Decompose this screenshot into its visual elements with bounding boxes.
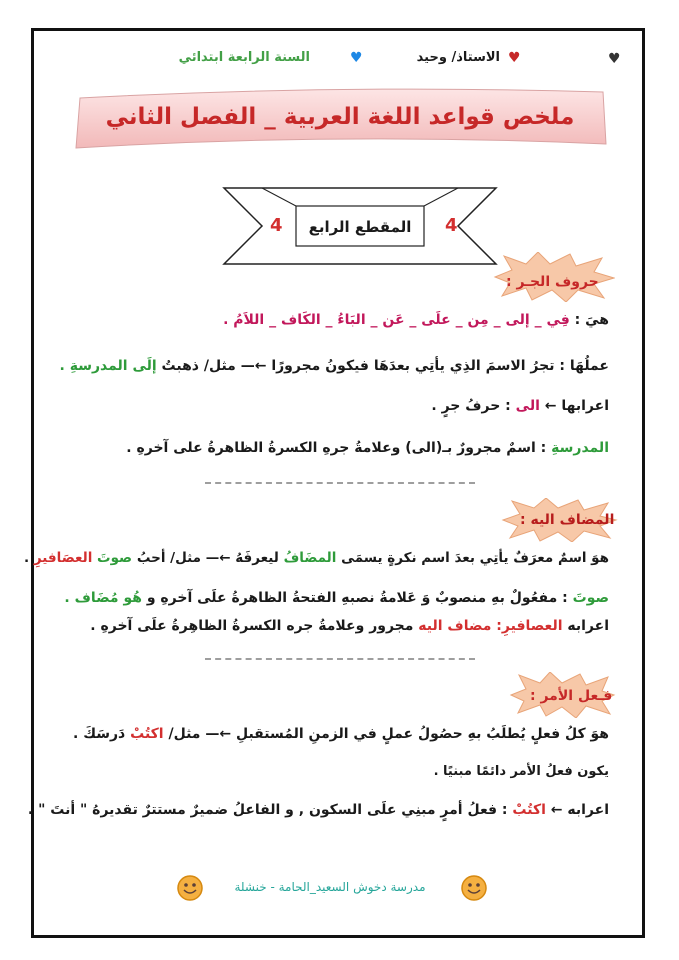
text: : حرفُ جرٍ . <box>431 398 511 414</box>
text: اعرابه ← <box>550 802 609 818</box>
example: صوتَ <box>97 550 133 566</box>
heart-icon: ♥ <box>508 50 521 66</box>
school-name: مدرسة دخوش السعيد_الحامة - خنشلة <box>234 880 426 894</box>
parsing-line <box>90 618 609 634</box>
unit-number: 4 <box>445 215 458 236</box>
section-title-prepositions: حروف الجـر : <box>506 274 599 290</box>
text: : مفعُولٌ بهِ منصوبٌ وَ عَلامةُ نصبهِ الفتحةُ الظاهرةُ علَى آخرهِ و <box>146 590 568 606</box>
parsing-line <box>126 440 609 456</box>
text: . <box>24 550 30 566</box>
parsed-word: العصافيرِ: <box>496 618 563 634</box>
heart-icon: ♥ <box>350 50 363 66</box>
example: اكتُبْ <box>130 726 164 742</box>
unit-label: المقطع الرابع <box>308 218 412 236</box>
smiley-icon <box>176 874 204 902</box>
text: ليعرفَهُ ←— مثل/ أحبُ <box>136 550 279 566</box>
divider <box>205 482 475 484</box>
heart-icon: ♥ <box>608 51 621 67</box>
prepositions-list-line <box>223 312 609 328</box>
parsed-word: صوتَ <box>572 590 609 606</box>
rule-line: يكون فعلُ الأمر دائمًا مبنيًا . <box>433 764 609 779</box>
text: : اسمٌ مجرورٌ بـ(الى) وعلامةُ جرهِ الكسرةُ الظاهرةُ على آخرهِ . <box>126 440 547 456</box>
text: مجرور وعلامةُ جره الكسرةُ الظاهِرةُ علَى آخرهِ . <box>90 618 414 634</box>
grade-label: السنة الرابعة ابتدائي <box>178 50 310 65</box>
parsing-line <box>64 590 609 606</box>
text: هيَ : <box>574 312 609 328</box>
text: دَرسَكَ . <box>73 726 126 742</box>
prepositions-list: فِي _ إلى _ مِن _ علَى _ عَن _ البَاءُ _ الكَاف _ اللاَمُ . <box>223 312 570 328</box>
divider <box>205 658 475 660</box>
unit-number: 4 <box>270 215 283 236</box>
function-line <box>60 358 609 374</box>
teacher-name: الاستاذ/ وحيد <box>416 50 500 65</box>
text: هوَ اسمٌ معرَفٌ يأتِي بعدَ اسم نكرةٍ يسمَى <box>341 550 609 566</box>
section-title-annexed: المضاف اليه : <box>520 512 615 528</box>
parsed-word: اكتُبْ <box>512 802 546 818</box>
definition-line <box>73 726 609 742</box>
parsing-line <box>28 802 609 818</box>
term: المضَافُ <box>283 550 337 566</box>
section-title-imperative: فـعل الأمر : <box>530 688 613 704</box>
definition-line <box>24 550 609 566</box>
text: اعرابه <box>567 618 609 634</box>
text: هوَ كلُ فعلٍ يُطلَبُ بهِ حصُولُ عملٍ في الزمنِ المُستقبلِ ←— مثل/ <box>168 726 609 742</box>
page-title: ملخص قواعد اللغة العربية _ الفصل الثاني <box>105 104 575 130</box>
example: العصَافيرِ <box>33 550 93 566</box>
smiley-icon <box>460 874 488 902</box>
example: إلَى المدرسةِ . <box>59 358 157 374</box>
text: اعرابها ← <box>544 398 609 414</box>
parsed-word: الى <box>515 398 540 414</box>
text: عملُهَا : تجرُ الاسمَ الذِي يأتِي بعدَهَا فيكونُ مجرورًا ←— مثل/ ذهبتُ <box>161 358 609 374</box>
parsed-word: المدرسةِ <box>551 440 609 456</box>
parsing-line <box>431 398 609 414</box>
text: : فعلُ أمرٍ مبنِي علَى السكون , و الفاعلُ ضميرٌ مستترٌ تقديرهُ " أنتَ " . <box>27 802 508 818</box>
text: هُو مُضَاف . <box>64 590 142 606</box>
term: مضاف اليه <box>418 618 492 634</box>
